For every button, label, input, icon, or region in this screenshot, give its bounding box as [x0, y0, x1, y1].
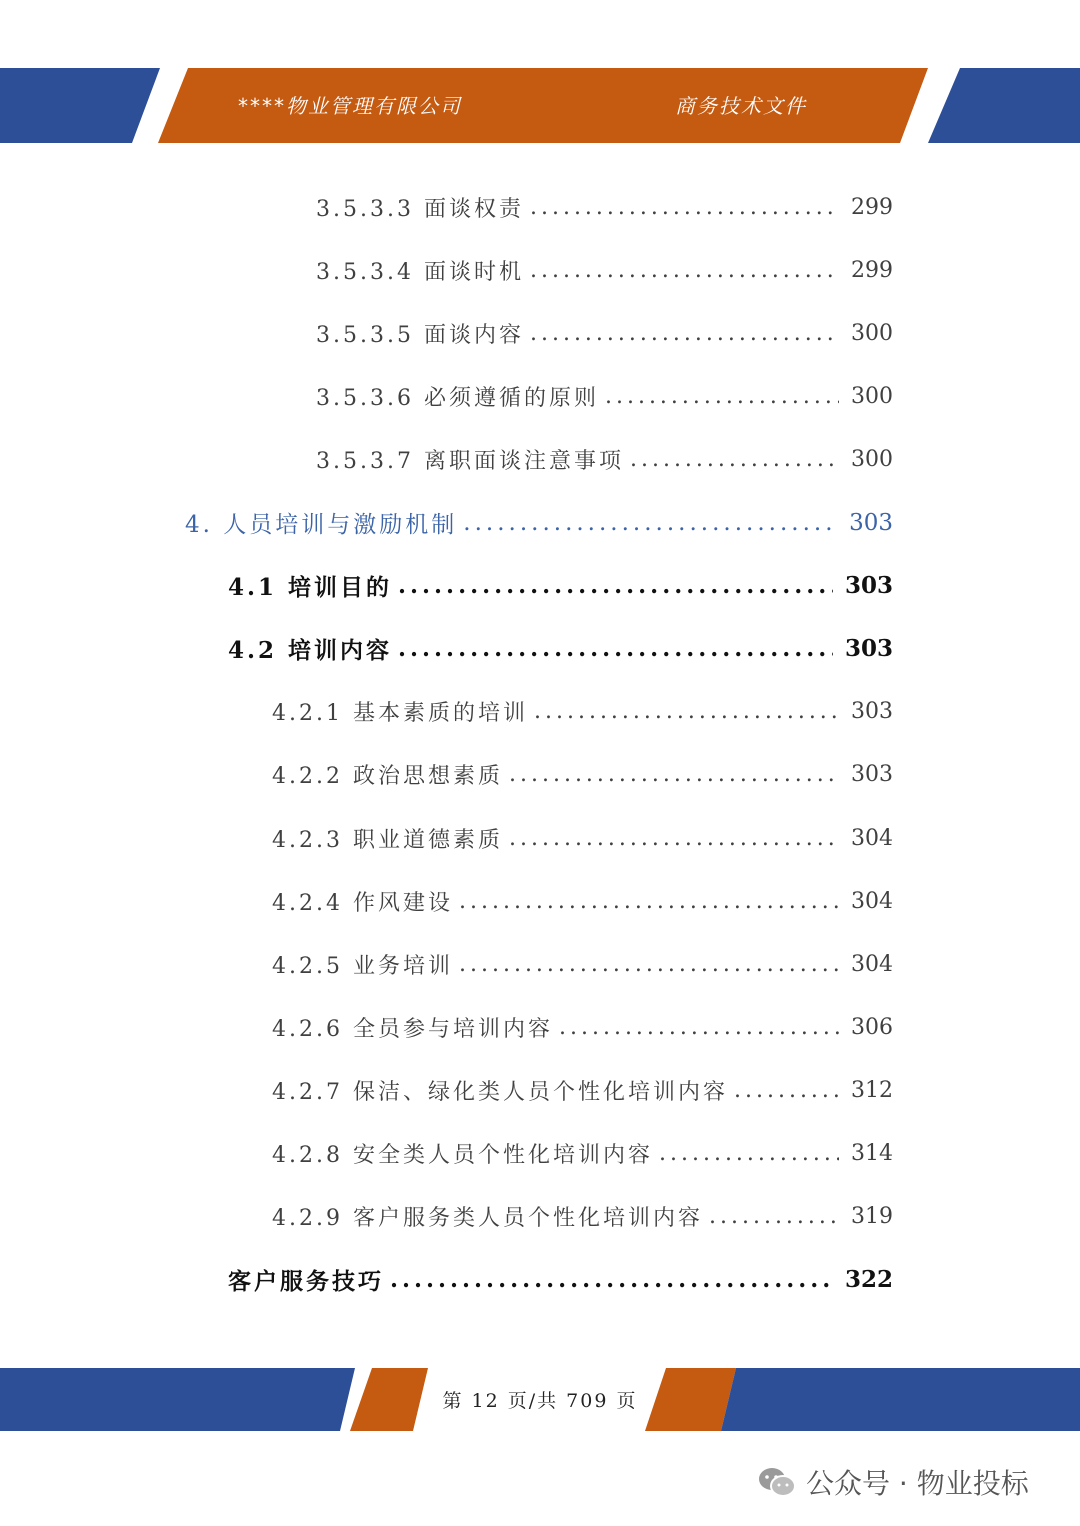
- toc-entry-label: 4.2.6 全员参与培训内容: [272, 1016, 553, 1042]
- toc-leader-dots: [509, 762, 839, 787]
- toc-entry-page: 303: [851, 699, 893, 725]
- toc-entry-label: 4. 人员培训与激励机制: [185, 512, 458, 538]
- toc-leader-dots: [530, 321, 839, 346]
- toc-entry-label: 4.2.1 基本素质的培训: [272, 701, 528, 727]
- toc-entry[interactable]: [185, 503, 893, 543]
- toc-entry-page: 314: [851, 1141, 893, 1166]
- toc-entry-page: 319: [851, 1204, 893, 1230]
- toc-entry[interactable]: [272, 818, 893, 858]
- toc-leader-dots: [630, 447, 839, 472]
- toc-entry-label: 4.2.2 政治思想素质: [272, 764, 503, 790]
- page-number: 第 12 页/共 709 页: [442, 1390, 638, 1412]
- toc-leader-dots: [530, 195, 839, 220]
- toc-leader-dots: [559, 1015, 839, 1040]
- watermark: [758, 1462, 1029, 1502]
- toc-entry[interactable]: [228, 629, 893, 669]
- toc-entry-label: 4.2.7 保洁、绿化类人员个性化培训内容: [272, 1079, 728, 1105]
- toc-entry[interactable]: [272, 1197, 893, 1237]
- toc-leader-dots: [509, 826, 839, 851]
- toc-entry-page: 303: [849, 509, 893, 536]
- toc-leader-dots: [734, 1078, 839, 1103]
- document-type: 商务技术文件: [675, 94, 807, 118]
- toc-entry-label: 3.5.3.4 面谈时机: [316, 259, 524, 285]
- toc-entry-page: 306: [851, 1014, 893, 1040]
- toc-entry-page: 299: [851, 194, 893, 220]
- toc-entry[interactable]: [228, 1260, 893, 1300]
- toc-entry[interactable]: [316, 187, 893, 227]
- toc-entry-page: 304: [851, 951, 893, 977]
- toc-entry-label: 3.5.3.3 面谈权责: [316, 196, 524, 222]
- toc-entry[interactable]: [228, 566, 893, 606]
- toc-entry-label: 4.2 培训内容: [228, 637, 393, 665]
- toc-leader-dots: [459, 952, 839, 977]
- toc-leader-dots: [398, 635, 833, 662]
- toc-entry[interactable]: [272, 944, 893, 984]
- toc-leader-dots: [605, 384, 839, 409]
- toc-entry[interactable]: [316, 250, 893, 290]
- toc-entry-label: 4.2.8 安全类人员个性化培训内容: [272, 1143, 653, 1168]
- toc-entry[interactable]: [272, 1070, 893, 1110]
- toc-entry-page: 299: [851, 257, 893, 283]
- toc-entry[interactable]: [316, 376, 893, 416]
- toc-leader-dots: [530, 258, 839, 283]
- toc-entry[interactable]: [316, 439, 893, 479]
- toc-leader-dots: [463, 510, 837, 536]
- toc-leader-dots: [534, 699, 839, 724]
- toc-entry-page: 304: [851, 825, 893, 851]
- toc-entry-label: 客户服务技巧: [228, 1268, 384, 1296]
- toc-entry[interactable]: [272, 1134, 893, 1174]
- toc-entry-page: 304: [851, 888, 893, 914]
- toc-entry-label: 4.2.4 作风建设: [272, 890, 453, 916]
- toc-entry-page: 303: [844, 635, 893, 663]
- toc-entry[interactable]: [272, 692, 893, 732]
- toc-leader-dots: [398, 572, 833, 599]
- toc-entry-page: 303: [851, 762, 893, 788]
- toc-entry[interactable]: [316, 313, 893, 353]
- toc-entry[interactable]: [272, 1007, 893, 1047]
- toc-entry-label: 4.1 培训目的: [228, 574, 393, 602]
- toc-entry-page: 312: [851, 1077, 893, 1103]
- toc-leader-dots: [390, 1266, 833, 1293]
- toc-entry-label: 3.5.3.7 离职面谈注意事项: [316, 448, 624, 474]
- toc-entry-label: 4.2.5 业务培训: [272, 953, 453, 979]
- wechat-icon: [758, 1467, 796, 1497]
- toc-leader-dots: [459, 889, 839, 914]
- toc-entry-label: 3.5.3.6 必须遵循的原则: [316, 385, 599, 411]
- toc-entry[interactable]: [272, 755, 893, 795]
- watermark-text: 公众号 · 物业投标: [806, 1467, 1029, 1500]
- toc-leader-dots: [709, 1204, 839, 1229]
- header-band: [0, 68, 1080, 143]
- toc-entry-page: 300: [851, 383, 893, 409]
- toc-entry-page: 303: [844, 572, 893, 600]
- header-shapes: [0, 68, 1080, 143]
- toc-entry-page: 322: [844, 1266, 893, 1294]
- toc-entry-label: 3.5.3.5 面谈内容: [316, 322, 524, 348]
- toc-entry-page: 300: [851, 446, 893, 472]
- toc-entry[interactable]: [272, 881, 893, 921]
- company-name: ****物业管理有限公司: [238, 94, 462, 118]
- toc-entry-page: 300: [851, 320, 893, 346]
- toc-leader-dots: [659, 1141, 839, 1166]
- toc-entry-label: 4.2.9 客户服务类人员个性化培训内容: [272, 1206, 703, 1232]
- toc-entry-label: 4.2.3 职业道德素质: [272, 827, 503, 853]
